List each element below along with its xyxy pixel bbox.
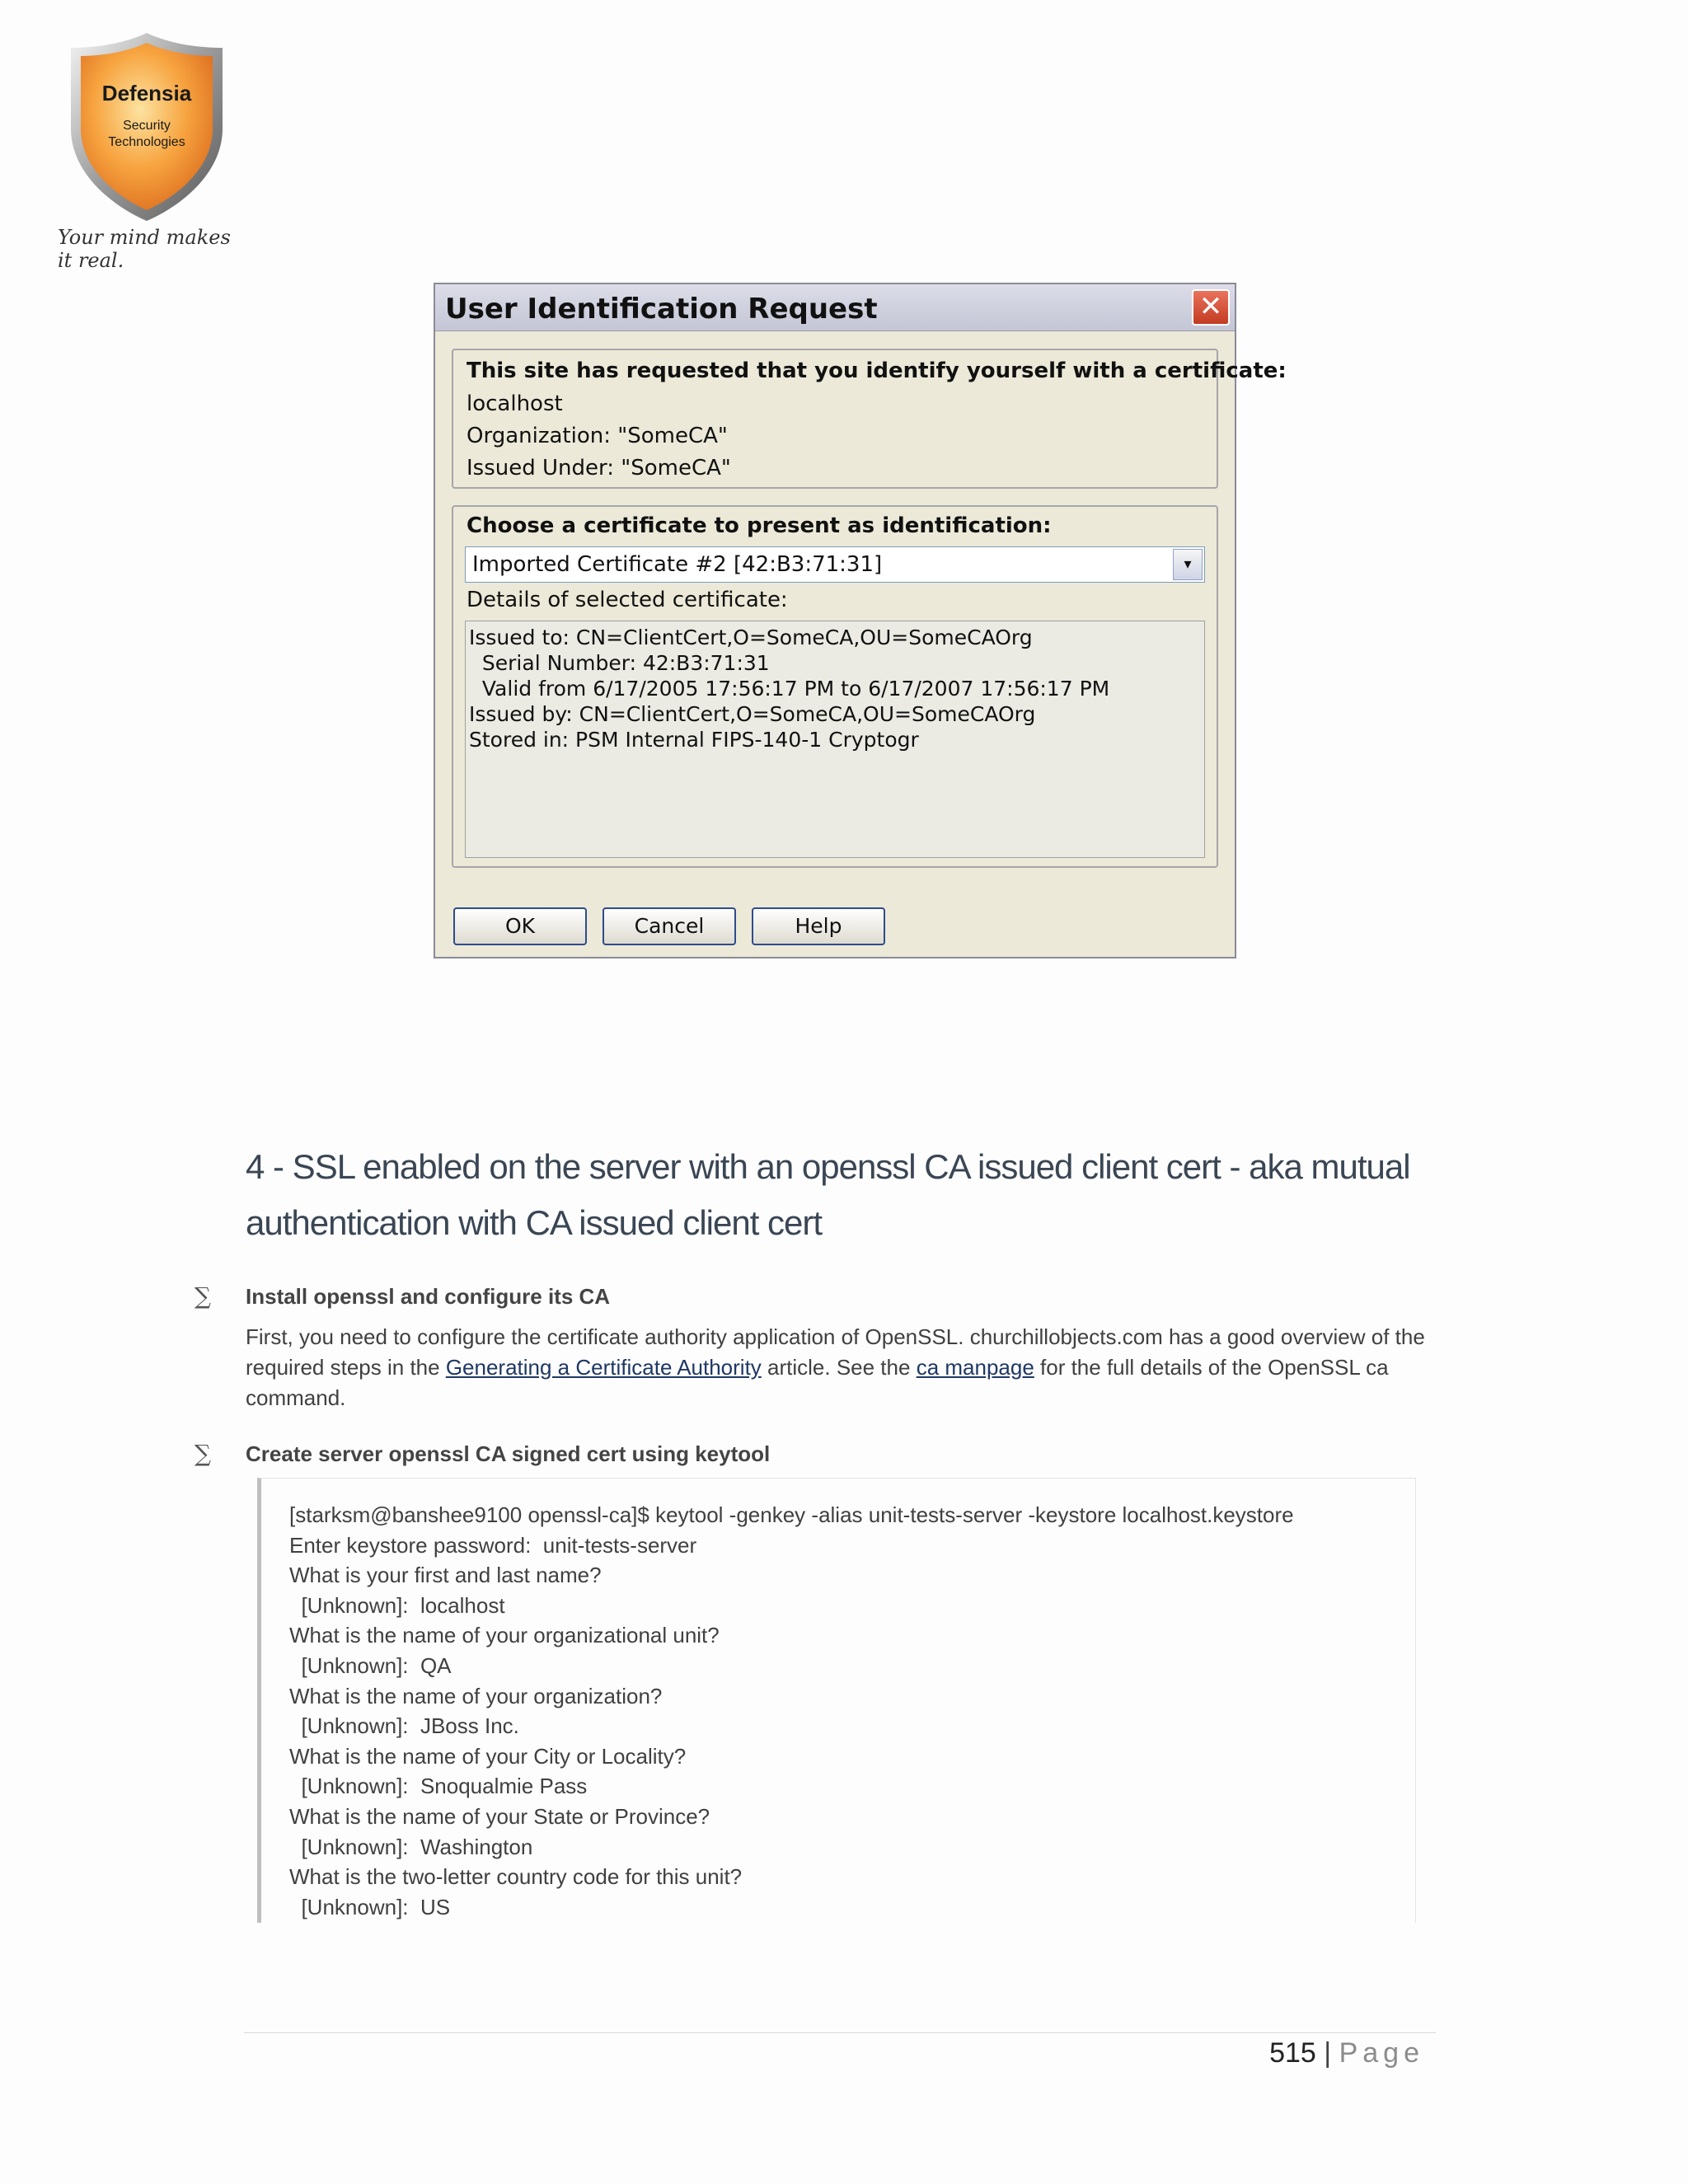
- code-line: [Unknown]: Snoqualmie Pass: [289, 1774, 588, 1799]
- choose-certificate-group: [452, 505, 1218, 868]
- ca-manpage-link[interactable]: ca manpage: [916, 1355, 1034, 1380]
- dialog-titlebar: [435, 284, 1235, 331]
- item1-text: article. See the: [761, 1355, 917, 1380]
- details-line: Serial Number: 42:B3:71:31: [469, 651, 770, 675]
- code-lines: [289, 1500, 1294, 1922]
- user-identification-dialog: [434, 283, 1287, 958]
- ok-button[interactable]: OK: [453, 907, 587, 945]
- code-line: What is your first and last name?: [289, 1563, 602, 1588]
- item1-text: First, you need to configure the certificate authority application of OpenSSL. churchillobjects.com has a good overview of the required steps in the: [246, 1324, 1425, 1380]
- request-host: localhost: [467, 391, 563, 416]
- section-heading-line2: authentication with CA issued client cert: [246, 1203, 823, 1242]
- code-block: [257, 1478, 1416, 1923]
- request-issued-under: Issued Under: "SomeCA": [467, 456, 731, 480]
- page-number: [1269, 2037, 1424, 2069]
- details-label: Details of selected certificate:: [467, 588, 788, 612]
- certificate-select[interactable]: [465, 546, 1205, 583]
- page-number-value: 515: [1269, 2037, 1316, 2069]
- page-separator: |: [1324, 2037, 1332, 2069]
- code-line: [Unknown]: localhost: [289, 1592, 505, 1618]
- code-line: [Unknown]: US: [289, 1894, 451, 1919]
- item1-paragraph: [246, 1322, 1449, 1413]
- page-label: Page: [1339, 2037, 1424, 2069]
- bullet-icon: ∑: [195, 1440, 211, 1467]
- help-button[interactable]: Help: [752, 907, 885, 945]
- details-line: Issued by: CN=ClientCert,O=SomeCA,OU=SomeCAOrg: [469, 702, 1036, 726]
- logo-brand: Defensia: [101, 81, 192, 105]
- code-line: What is the name of your organization?: [289, 1683, 663, 1708]
- close-icon[interactable]: ✕: [1192, 289, 1230, 326]
- logo-subtitle-line2: Technologies: [108, 135, 185, 149]
- cancel-button[interactable]: Cancel: [603, 907, 736, 945]
- code-line: What is the name of your City or Locality?: [289, 1743, 687, 1769]
- logo-tagline: Your mind makes it real.: [58, 226, 231, 272]
- code-line: [Unknown]: Washington: [289, 1834, 533, 1859]
- code-line: [starksm@banshee9100 openssl-ca]$ keytool -genkey -alias unit-tests-server -keystore localhost.keystore: [289, 1502, 1294, 1527]
- item1-text: for the full details of the OpenSSL ca command.: [246, 1355, 1389, 1410]
- item1-title: Install openssl and configure its CA: [246, 1284, 611, 1309]
- code-line: Enter keystore password: unit-tests-server: [289, 1532, 697, 1558]
- code-line: [Unknown]: QA: [289, 1652, 452, 1678]
- footer-divider: [244, 2032, 1436, 2033]
- code-line: What is the two-letter country code for this unit?: [289, 1864, 743, 1890]
- chevron-down-icon[interactable]: ▾: [1173, 549, 1203, 580]
- request-group: [452, 349, 1287, 489]
- section-heading: [246, 1139, 1449, 1251]
- details-line: Valid from 6/17/2005 17:56:17 PM to 6/17/2007 17:56:17 PM: [469, 677, 1110, 701]
- certificate-select-value: Imported Certificate #2 [42:B3:71:31]: [472, 552, 883, 577]
- request-heading: This site has requested that you identify yourself with a certificate:: [467, 359, 1287, 383]
- bullet-icon: ∑: [195, 1282, 211, 1310]
- company-logo: [64, 30, 229, 227]
- code-line: [Unknown]: JBoss Inc.: [289, 1713, 519, 1739]
- request-organization: Organization: "SomeCA": [467, 424, 728, 448]
- item2-title: Create server openssl CA signed cert using keytool: [246, 1441, 771, 1466]
- dialog-title: User Identification Request: [445, 293, 878, 326]
- section-heading-line1: 4 - SSL enabled on the server with an openssl CA issued client cert - aka mutual: [246, 1147, 1410, 1186]
- code-line: What is the name of your State or Province?: [289, 1803, 710, 1829]
- generating-ca-link[interactable]: Generating a Certificate Authority: [445, 1355, 762, 1380]
- certificate-details[interactable]: [465, 621, 1205, 858]
- logo-subtitle-line1: Security: [123, 119, 171, 133]
- details-line: Issued to: CN=ClientCert,O=SomeCA,OU=SomeCAOrg: [469, 626, 1033, 649]
- choose-heading: Choose a certificate to present as identification:: [467, 513, 1052, 538]
- code-line: What is the name of your organizational unit?: [289, 1623, 720, 1648]
- details-line: Stored in: PSM Internal FIPS-140-1 Cryptogr: [469, 728, 919, 752]
